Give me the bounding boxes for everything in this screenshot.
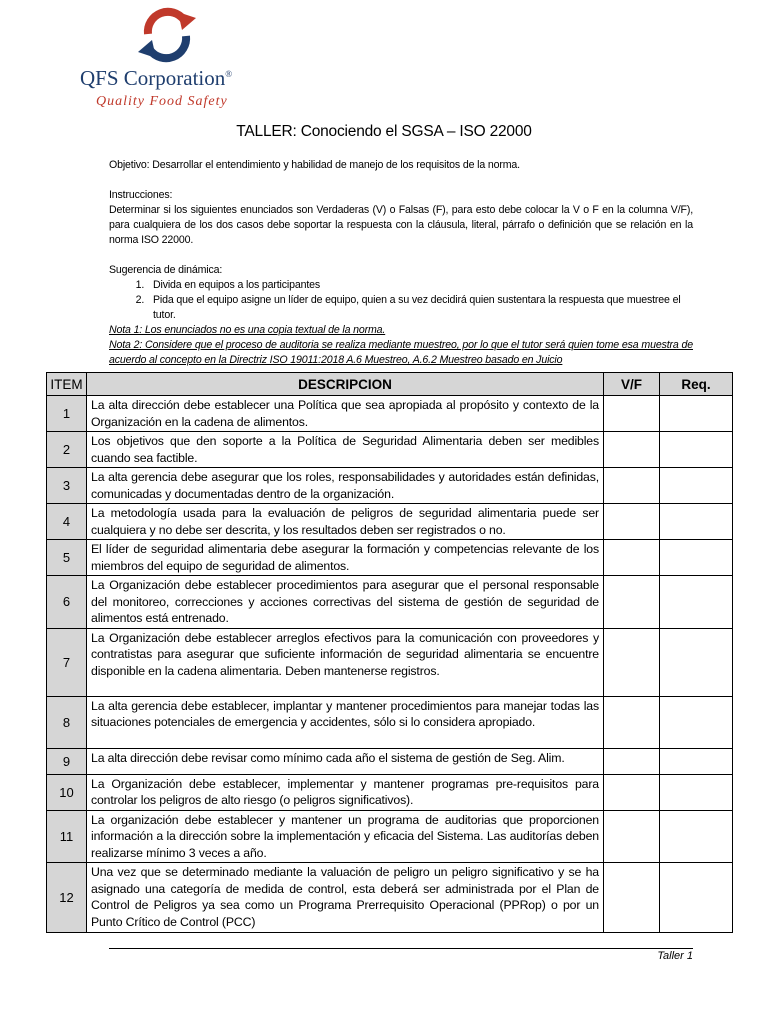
note-2: Nota 2: Considere que el proceso de auditoria se realiza mediante muestreo, por lo que el tutor será quien tome esa muestra de acuerdo al concepto en la Directriz ISO 19011:2018 A.6 Muestreo, A.6.2 Muestreo basado en Juicio (109, 339, 693, 366)
req-cell[interactable] (660, 628, 733, 696)
instructions-text: Determinar si los siguientes enunciados son Verdaderas (V) o Falsas (F), para esto debe colocar la V o F en la columna V/F), para cualquiera de los dos casos debe soportar la respuesta con la cláusula, literal, párrafo o definición que se relación en la norma ISO 22000. (109, 204, 693, 246)
vf-cell[interactable] (604, 432, 660, 468)
item-description: El líder de seguridad alimentaria debe asegurar la formación y competencias relevante de los miembros del equipo de seguridad de alimentos. (87, 540, 604, 576)
recycle-arrows-icon (134, 6, 200, 64)
req-cell[interactable] (660, 576, 733, 629)
objective-text: Objetivo: Desarrollar el entendimiento y habilidad de manejo de los requisitos de la norma. (109, 159, 520, 171)
page-title: TALLER: Conociendo el SGSA – ISO 22000 (236, 123, 532, 140)
vf-cell[interactable] (604, 396, 660, 432)
item-number: 5 (47, 540, 87, 576)
vf-cell[interactable] (604, 504, 660, 540)
intro-section (109, 158, 693, 368)
item-description: La Organización debe establecer procedimientos para asegurar que el personal responsable del monitoreo, correcciones y acciones correctivas del sistema de gestión de seguridad de alimentos está entrenado. (87, 576, 604, 629)
footer-label: Taller 1 (657, 950, 693, 962)
steps-list (109, 278, 693, 323)
item-description: La alta gerencia debe asegurar que los roles, responsabilidades y autoridades están definidas, comunicadas y documentadas dentro de la organización. (87, 468, 604, 504)
req-cell[interactable] (660, 774, 733, 810)
item-description: La metodología usada para la evaluación de peligros de seguridad alimentaria puede ser cualquiera y no debe ser descrita, y los resultados deben ser registrados o no. (87, 504, 604, 540)
table-row (47, 540, 733, 576)
item-number: 4 (47, 504, 87, 540)
dynamic-heading: Sugerencia de dinámica: (109, 264, 223, 276)
table-row (47, 810, 733, 863)
company-logo (76, 6, 266, 114)
item-description: La alta dirección debe revisar como mínimo cada año el sistema de gestión de Seg. Alim. (87, 748, 604, 774)
req-cell[interactable] (660, 468, 733, 504)
vf-cell[interactable] (604, 863, 660, 933)
req-cell[interactable] (660, 863, 733, 933)
req-cell[interactable] (660, 504, 733, 540)
item-description: La alta dirección debe establecer una Política que sea apropiada al propósito y contexto de la Organización en la cadena de alimentos. (87, 396, 604, 432)
table-row (47, 504, 733, 540)
item-number: 9 (47, 748, 87, 774)
item-description: Una vez que se determinado mediante la valuación de peligro un peligro significativo y se ha asignado una categoría de medida de control, esta deberá ser administrada por el Plan de Control de Peligros ya sea como un Programa Prerrequisito Operacional (PPRop) o por un Punto Crítico de Control (PCC) (87, 863, 604, 933)
step-item: 2. Pida que el equipo asigne un líder de equipo, quien a su vez decidirá quien sustentara la respuesta que muestree el tutor. (147, 293, 693, 323)
req-cell[interactable] (660, 696, 733, 748)
item-number: 12 (47, 863, 87, 933)
item-number: 6 (47, 576, 87, 629)
item-description: La Organización debe establecer arreglos efectivos para la comunicación con proveedores y contratistas para asegurar que suficiente información de seguridad alimentaria se encuentre disponible en la cadena alimentaria. Deben mantenerse registros. (87, 628, 604, 696)
vf-cell[interactable] (604, 696, 660, 748)
table-row (47, 576, 733, 629)
item-number: 11 (47, 810, 87, 863)
item-number: 3 (47, 468, 87, 504)
table-row (47, 774, 733, 810)
vf-cell[interactable] (604, 576, 660, 629)
vf-cell[interactable] (604, 468, 660, 504)
table-row (47, 748, 733, 774)
header-description: DESCRIPCION (87, 373, 604, 396)
table-row (47, 863, 733, 933)
statements-table (46, 372, 733, 933)
header-req: Req. (660, 373, 733, 396)
table-row (47, 468, 733, 504)
item-number: 1 (47, 396, 87, 432)
vf-cell[interactable] (604, 748, 660, 774)
instructions-heading: Instrucciones: (109, 189, 173, 201)
vf-cell[interactable] (604, 810, 660, 863)
vf-cell[interactable] (604, 540, 660, 576)
item-description: La Organización debe establecer, implementar y mantener programas pre-requisitos para controlar los peligros de alto riesgo (o peligros significativos). (87, 774, 604, 810)
item-number: 2 (47, 432, 87, 468)
logo-tagline: Quality Food Safety (96, 94, 228, 109)
table-row (47, 396, 733, 432)
req-cell[interactable] (660, 748, 733, 774)
vf-cell[interactable] (604, 774, 660, 810)
vf-cell[interactable] (604, 628, 660, 696)
table-row (47, 432, 733, 468)
req-cell[interactable] (660, 396, 733, 432)
req-cell[interactable] (660, 540, 733, 576)
footer-divider (109, 948, 693, 949)
item-number: 8 (47, 696, 87, 748)
req-cell[interactable] (660, 432, 733, 468)
item-description: La organización debe establecer y mantener un programa de auditorias que proporcionen información a la dirección sobre la implementación y eficacia del Sistema. Las auditorías deben realizarse mínimo 3 veces a año. (87, 810, 604, 863)
table-row (47, 696, 733, 748)
header-item: ITEM (47, 373, 87, 396)
req-cell[interactable] (660, 810, 733, 863)
header-vf: V/F (604, 373, 660, 396)
step-item: 1. Divida en equipos a los participantes (147, 278, 693, 293)
item-number: 10 (47, 774, 87, 810)
table-row (47, 628, 733, 696)
item-description: Los objetivos que den soporte a la Política de Seguridad Alimentaria deben ser medibles cuando sea factible. (87, 432, 604, 468)
item-number: 7 (47, 628, 87, 696)
item-description: La alta gerencia debe establecer, implantar y mantener procedimientos para manejar todas las situaciones potenciales de emergencia y accidentes, sólo si lo considera apropiado. (87, 696, 604, 748)
table-header-row (47, 373, 733, 396)
logo-company-name: QFS Corporation® (80, 66, 233, 90)
note-1: Nota 1: Los enunciados no es una copia textual de la norma. (109, 324, 386, 336)
